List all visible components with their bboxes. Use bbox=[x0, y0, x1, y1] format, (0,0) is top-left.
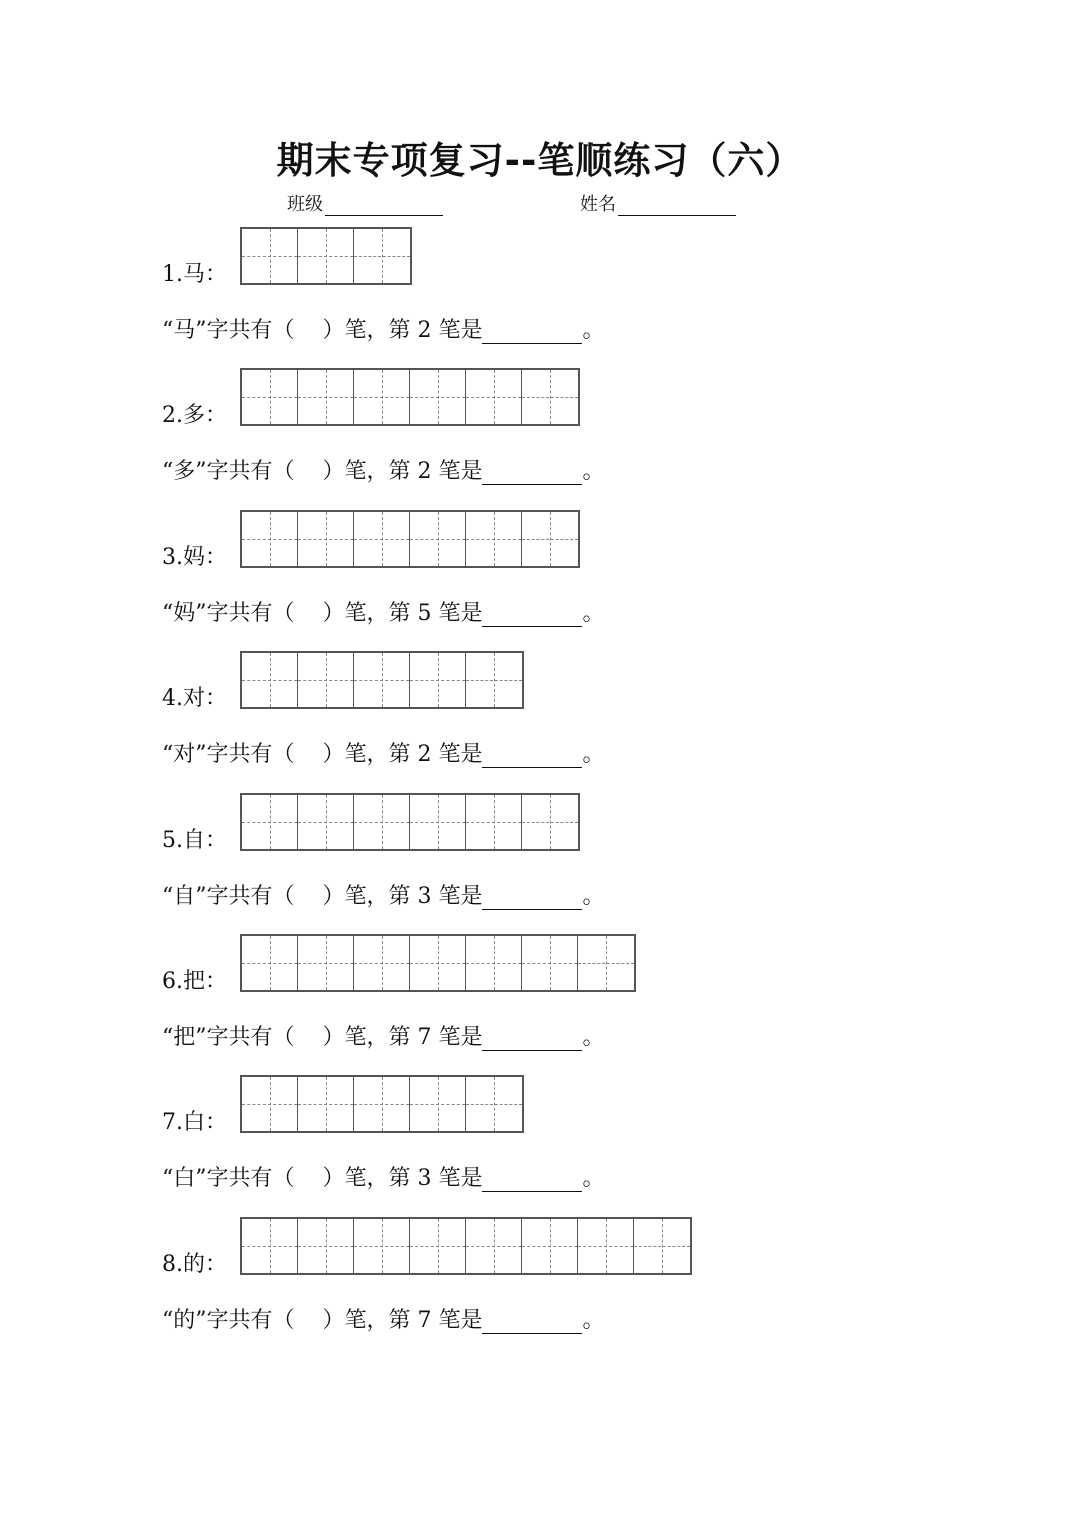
sentence-end: 。 bbox=[582, 883, 605, 909]
tian-zi-cell[interactable] bbox=[578, 936, 634, 990]
tian-zi-cell[interactable] bbox=[522, 936, 578, 990]
tian-zi-cell[interactable] bbox=[354, 370, 410, 424]
page-title: 期末专项复习--笔顺练习（六） bbox=[276, 139, 804, 182]
tian-zi-cell[interactable] bbox=[242, 795, 298, 849]
tian-zi-cell[interactable] bbox=[298, 1219, 354, 1273]
tian-zi-cell[interactable] bbox=[522, 1219, 578, 1273]
question-label: 7.白： bbox=[162, 1110, 227, 1136]
sentence-text: “对”字共有（ ）笔，第 2 笔是 bbox=[162, 742, 483, 768]
question-sentence bbox=[162, 1020, 604, 1051]
stroke-grid bbox=[240, 1075, 524, 1133]
tian-zi-cell[interactable] bbox=[242, 1219, 298, 1273]
name-label: 姓名 bbox=[580, 194, 616, 215]
tian-zi-cell[interactable] bbox=[242, 653, 298, 707]
tian-zi-cell[interactable] bbox=[410, 512, 466, 566]
tian-zi-cell[interactable] bbox=[354, 795, 410, 849]
question-label: 6.把： bbox=[162, 969, 227, 994]
answer-blank[interactable] bbox=[482, 604, 582, 627]
name-field bbox=[580, 190, 736, 216]
tian-zi-cell[interactable] bbox=[242, 229, 298, 283]
tian-zi-cell[interactable] bbox=[298, 512, 354, 566]
tian-zi-cell[interactable] bbox=[410, 1077, 466, 1131]
answer-blank[interactable] bbox=[482, 1311, 582, 1334]
sentence-end: 。 bbox=[582, 1025, 605, 1050]
sentence-end: 。 bbox=[582, 1166, 605, 1192]
sentence-text: “自”字共有（ ）笔，第 3 笔是 bbox=[162, 883, 483, 909]
tian-zi-cell[interactable] bbox=[242, 512, 298, 566]
question-sentence bbox=[162, 1303, 604, 1334]
stroke-grid bbox=[240, 368, 580, 426]
answer-blank[interactable] bbox=[482, 887, 582, 910]
question-sentence bbox=[162, 737, 604, 768]
stroke-grid bbox=[240, 227, 412, 285]
sentence-text: “多”字共有（ ）笔，第 2 笔是 bbox=[162, 459, 483, 485]
tian-zi-cell[interactable] bbox=[242, 936, 298, 990]
question-item bbox=[0, 510, 1080, 652]
sentence-text: “把”字共有（ ）笔，第 7 笔是 bbox=[162, 1025, 483, 1050]
tian-zi-cell[interactable] bbox=[354, 1219, 410, 1273]
tian-zi-cell[interactable] bbox=[242, 370, 298, 424]
sentence-text: “妈”字共有（ ）笔，第 5 笔是 bbox=[162, 600, 483, 626]
stroke-grid bbox=[240, 651, 524, 709]
stroke-grid bbox=[240, 934, 636, 992]
question-item bbox=[0, 793, 1080, 935]
tian-zi-cell[interactable] bbox=[298, 795, 354, 849]
tian-zi-cell[interactable] bbox=[578, 1219, 634, 1273]
tian-zi-cell[interactable] bbox=[410, 795, 466, 849]
question-item bbox=[0, 934, 1080, 1076]
tian-zi-cell[interactable] bbox=[466, 795, 522, 849]
question-sentence bbox=[162, 313, 604, 344]
stroke-grid bbox=[240, 510, 580, 568]
class-label: 班级 bbox=[287, 194, 323, 215]
sentence-end: 。 bbox=[582, 742, 605, 768]
answer-blank[interactable] bbox=[482, 1028, 582, 1051]
stroke-grid bbox=[240, 1217, 692, 1275]
tian-zi-cell[interactable] bbox=[354, 512, 410, 566]
answer-blank[interactable] bbox=[482, 745, 582, 768]
sentence-end: 。 bbox=[582, 1307, 605, 1333]
tian-zi-cell[interactable] bbox=[242, 1077, 298, 1131]
question-sentence bbox=[162, 879, 604, 910]
question-label: 5.自： bbox=[162, 827, 227, 853]
tian-zi-cell[interactable] bbox=[522, 512, 578, 566]
tian-zi-cell[interactable] bbox=[522, 370, 578, 424]
tian-zi-cell[interactable] bbox=[410, 936, 466, 990]
question-label: 2.多： bbox=[162, 403, 227, 429]
tian-zi-cell[interactable] bbox=[354, 1077, 410, 1131]
tian-zi-cell[interactable] bbox=[298, 936, 354, 990]
question-label: 4.对： bbox=[162, 686, 227, 712]
class-field bbox=[287, 190, 443, 216]
sentence-text: “马”字共有（ ）笔，第 2 笔是 bbox=[162, 318, 483, 343]
tian-zi-cell[interactable] bbox=[298, 1077, 354, 1131]
tian-zi-cell[interactable] bbox=[354, 229, 410, 283]
question-item bbox=[0, 227, 1080, 369]
question-sentence bbox=[162, 454, 604, 485]
tian-zi-cell[interactable] bbox=[466, 653, 522, 707]
stroke-grid bbox=[240, 793, 580, 851]
tian-zi-cell[interactable] bbox=[410, 653, 466, 707]
sentence-end: 。 bbox=[582, 318, 605, 343]
sentence-text: “白”字共有（ ）笔，第 3 笔是 bbox=[162, 1166, 483, 1192]
answer-blank[interactable] bbox=[482, 321, 582, 344]
question-item bbox=[0, 651, 1080, 793]
tian-zi-cell[interactable] bbox=[410, 1219, 466, 1273]
answer-blank[interactable] bbox=[482, 462, 582, 485]
tian-zi-cell[interactable] bbox=[466, 512, 522, 566]
tian-zi-cell[interactable] bbox=[298, 653, 354, 707]
tian-zi-cell[interactable] bbox=[298, 229, 354, 283]
question-item bbox=[0, 1075, 1080, 1217]
question-label: 8.的： bbox=[162, 1251, 227, 1277]
question-sentence bbox=[162, 596, 604, 627]
tian-zi-cell[interactable] bbox=[466, 1077, 522, 1131]
sentence-end: 。 bbox=[582, 600, 605, 626]
question-label: 1.马： bbox=[162, 262, 227, 287]
tian-zi-cell[interactable] bbox=[522, 795, 578, 849]
tian-zi-cell[interactable] bbox=[466, 370, 522, 424]
tian-zi-cell[interactable] bbox=[354, 936, 410, 990]
sentence-end: 。 bbox=[582, 459, 605, 485]
name-blank[interactable] bbox=[618, 196, 736, 216]
question-sentence bbox=[162, 1161, 604, 1192]
answer-blank[interactable] bbox=[482, 1169, 582, 1192]
tian-zi-cell[interactable] bbox=[466, 1219, 522, 1273]
question-label: 3.妈： bbox=[162, 544, 227, 570]
tian-zi-cell[interactable] bbox=[410, 370, 466, 424]
class-blank[interactable] bbox=[325, 196, 443, 216]
question-item bbox=[0, 1217, 1080, 1359]
question-item bbox=[0, 368, 1080, 510]
tian-zi-cell[interactable] bbox=[354, 653, 410, 707]
tian-zi-cell[interactable] bbox=[466, 936, 522, 990]
tian-zi-cell[interactable] bbox=[298, 370, 354, 424]
tian-zi-cell[interactable] bbox=[634, 1219, 690, 1273]
sentence-text: “的”字共有（ ）笔，第 7 笔是 bbox=[162, 1307, 483, 1333]
